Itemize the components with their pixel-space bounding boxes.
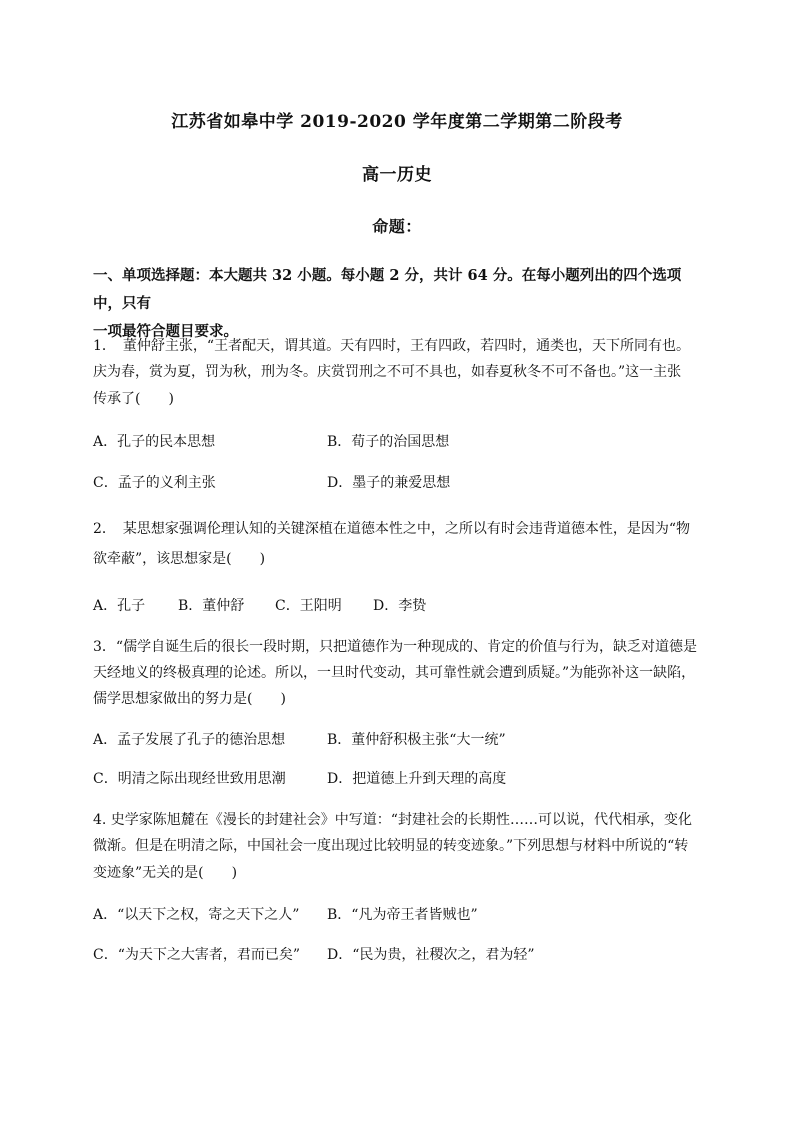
option-b: B．荀子的治国思想 bbox=[327, 434, 450, 450]
option-b: B．董仲舒积极主张“大一统” bbox=[327, 732, 506, 748]
question-text-line: 3．“儒学自诞生后的很长一段时期，只把道德作为一种现成的、肯定的价值与行为，缺乏对道德是 bbox=[93, 639, 698, 655]
option-c: C．“为天下之大害者，君而已矣” bbox=[93, 947, 301, 963]
question-text-line: 传承了( ) bbox=[93, 391, 174, 407]
option-a: A．孔子的民本思想 bbox=[93, 434, 216, 450]
question-text-line: 变迹象”无关的是( ) bbox=[93, 865, 238, 881]
question-text-line: 庆为春，赏为夏，罚为秋，刑为冬。庆赏罚刑之不可不具也，如春夏秋冬不可不备也。”这一主张 bbox=[93, 364, 682, 380]
question-text-line: 2． 某思想家强调伦理认知的关键深植在道德本性之中，之所以有时会违背道德本性，是因为“物 bbox=[93, 521, 691, 537]
question-text-line: 天经地义的终极真理的论述。所以，一旦时代变动，其可靠性就会遭到质疑。”为能弥补这一缺陷， bbox=[93, 665, 696, 681]
option-b: B．“凡为帝王者皆贼也” bbox=[327, 907, 478, 923]
author-label: 命题： bbox=[372, 217, 422, 236]
section-heading-line: 一项最符合题目要求。 bbox=[93, 323, 238, 340]
question-text-line: 1． 董仲舒主张，“王者配天，谓其道。天有四时，王有四政，若四时，通类也，天下所同有也。 bbox=[93, 338, 691, 354]
section-heading bbox=[93, 262, 703, 346]
option-d: D．李贽 bbox=[373, 598, 427, 614]
question-text-line: 微渐。但是在明清之际，中国社会一度出现过比较明显的转变迹象。”下列思想与材料中所说的“转 bbox=[93, 838, 689, 854]
question-text-line: 儒学思想家做出的努力是( ) bbox=[93, 691, 286, 707]
option-d: D．“民为贵，社稷次之，君为轻” bbox=[327, 947, 535, 963]
option-d: D．把道德上升到天理的高度 bbox=[327, 771, 507, 787]
option-a: A．“以天下之权，寄之天下之人” bbox=[93, 907, 300, 923]
option-a: A．孟子发展了孔子的德治思想 bbox=[93, 732, 286, 748]
option-d: D．墨子的兼爱思想 bbox=[327, 475, 451, 491]
option-c: C．王阳明 bbox=[275, 598, 342, 614]
section-heading-line: 一、单项选择题：本大题共 32 小题。每小题 2 分，共计 64 分。在每小题列出的四个选项中，只有 bbox=[93, 267, 682, 312]
exam-title: 江苏省如皋中学 2019-2020 学年度第二学期第二阶段考 bbox=[171, 112, 623, 132]
option-b: B．董仲舒 bbox=[178, 598, 245, 614]
option-c: C．明清之际出现经世致用思潮 bbox=[93, 771, 286, 787]
subject-title: 高一历史 bbox=[362, 165, 432, 185]
question-text-line: 4. 史学家陈旭麓在《漫长的封建社会》中写道：“封建社会的长期性……可以说，代代相承，变化 bbox=[93, 812, 692, 828]
option-c: C．孟子的义利主张 bbox=[93, 475, 216, 491]
question-text-line: 欲牵蔽”，该思想家是( ) bbox=[93, 551, 266, 567]
option-a: A．孔子 bbox=[93, 598, 146, 614]
